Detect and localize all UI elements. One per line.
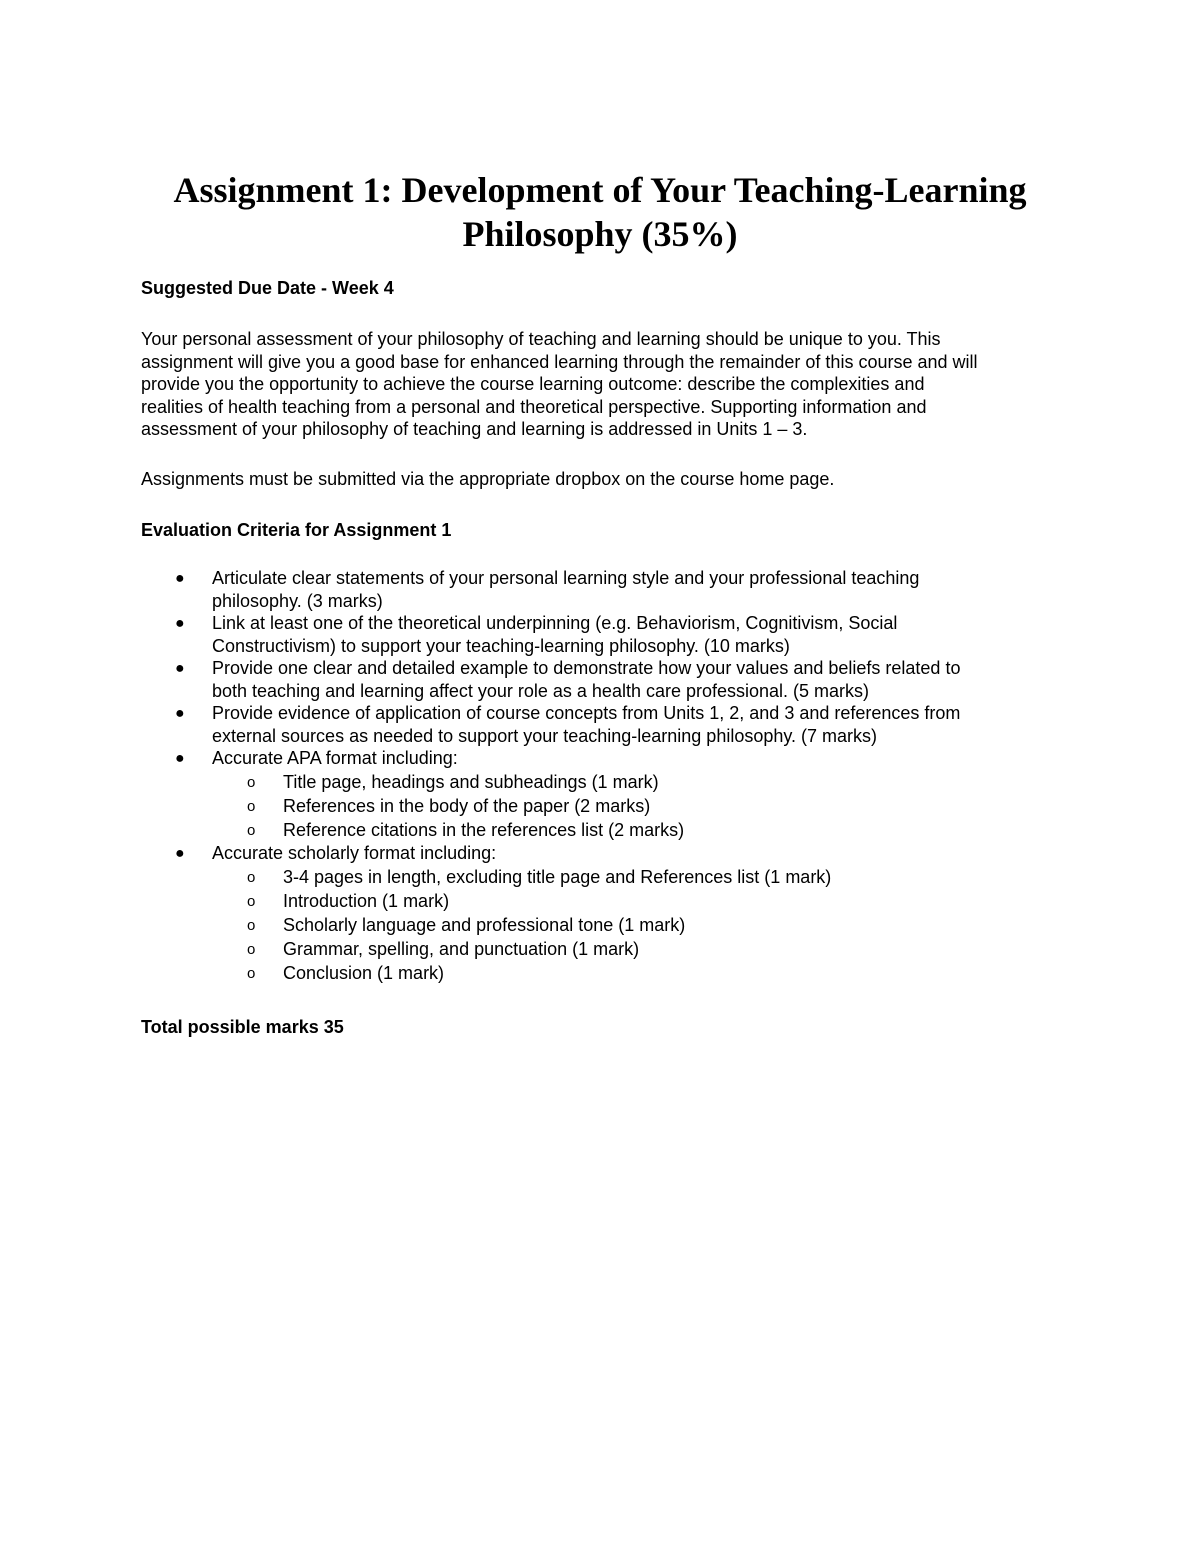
circle-bullet-icon: o <box>247 868 256 886</box>
criteria-item <box>141 657 1071 702</box>
circle-bullet-icon: o <box>247 797 256 815</box>
criteria-line: Provide evidence of application of course concepts from Units 1, 2, and 3 and references from <box>212 703 961 723</box>
submission-line: Assignments must be submitted via the appropriate dropbox on the course home page. <box>141 469 835 489</box>
criteria-list <box>141 567 1071 986</box>
sub-criteria-item <box>212 961 1071 985</box>
intro-line: assignment will give you a good base for enhanced learning through the remainder of this course and will <box>141 351 978 372</box>
bullet-icon: ● <box>175 570 185 587</box>
title-line: Assignment 1: Development of Your Teaching-Learning <box>173 170 1027 210</box>
criteria-line: Link at least one of the theoretical underpinning (e.g. Behaviorism, Cognitivism, Social <box>212 613 898 633</box>
sub-criteria-item <box>212 865 1071 889</box>
criteria-item <box>141 567 1071 612</box>
bullet-icon: ● <box>175 705 185 722</box>
title-line: Philosophy (35%) <box>462 214 738 254</box>
intro-line: assessment of your philosophy of teaching and learning is addressed in Units 1 – 3. <box>141 419 808 439</box>
sub-criteria-label: Title page, headings and subheadings (1 mark) <box>283 771 659 792</box>
bullet-icon: ● <box>175 750 185 767</box>
sub-criteria-item <box>212 913 1071 937</box>
intro-line: provide you the opportunity to achieve the course learning outcome: describe the complexities and <box>141 374 925 394</box>
sub-criteria-label: Grammar, spelling, and punctuation (1 mark) <box>283 939 640 960</box>
sub-criteria-item <box>212 794 1071 818</box>
bullet-icon: ● <box>175 660 185 677</box>
circle-bullet-icon: o <box>247 916 256 934</box>
due-date-heading: Suggested Due Date - Week 4 <box>141 278 394 298</box>
submission-note <box>141 468 1071 491</box>
criteria-line: Accurate scholarly format including: <box>212 843 497 864</box>
sub-criteria-item <box>212 770 1071 794</box>
sub-criteria-label: Conclusion (1 mark) <box>283 963 445 984</box>
criteria-item <box>141 842 1071 985</box>
sub-criteria-label: Reference citations in the references list (2 marks) <box>283 819 685 840</box>
circle-bullet-icon: o <box>247 892 256 910</box>
sub-criteria-item <box>212 818 1071 842</box>
intro-line: realities of health teaching from a personal and theoretical perspective. Supporting information and <box>141 396 927 417</box>
sub-criteria-label: References in the body of the paper (2 marks) <box>283 795 651 816</box>
sub-criteria-item <box>212 889 1071 913</box>
criteria-heading: Evaluation Criteria for Assignment 1 <box>141 520 452 540</box>
circle-bullet-icon: o <box>247 773 256 791</box>
sub-criteria-label: Introduction (1 mark) <box>283 890 450 911</box>
sub-criteria-label: 3-4 pages in length, excluding title page and References list (1 mark) <box>283 866 832 887</box>
criteria-line: Constructivism) to support your teaching-learning philosophy. (10 marks) <box>212 635 790 656</box>
sub-criteria-item <box>212 937 1071 961</box>
scholarly-sub-list <box>212 865 1071 986</box>
criteria-item <box>141 747 1071 842</box>
total-marks: Total possible marks 35 <box>141 1017 344 1037</box>
criteria-line: philosophy. (3 marks) <box>212 590 383 611</box>
circle-bullet-icon: o <box>247 821 256 839</box>
criteria-item <box>141 612 1071 657</box>
sub-criteria-label: Scholarly language and professional tone (1 mark) <box>283 914 686 935</box>
criteria-line: external sources as needed to support your teaching-learning philosophy. (7 marks) <box>212 725 878 746</box>
intro-paragraph <box>141 328 1071 441</box>
criteria-line: Articulate clear statements of your personal learning style and your professional teaching <box>212 568 920 588</box>
circle-bullet-icon: o <box>247 965 256 983</box>
criteria-line: Provide one clear and detailed example to demonstrate how your values and beliefs related to <box>212 658 961 678</box>
intro-line: Your personal assessment of your philosophy of teaching and learning should be unique to you. This <box>141 329 941 349</box>
document-title <box>100 168 1100 256</box>
bullet-icon: ● <box>175 615 185 632</box>
circle-bullet-icon: o <box>247 941 256 959</box>
criteria-line: Accurate APA format including: <box>212 748 458 768</box>
criteria-item <box>141 702 1071 747</box>
criteria-line: both teaching and learning affect your role as a health care professional. (5 marks) <box>212 680 870 701</box>
bullet-icon: ● <box>175 845 185 863</box>
apa-sub-list <box>212 770 1071 843</box>
